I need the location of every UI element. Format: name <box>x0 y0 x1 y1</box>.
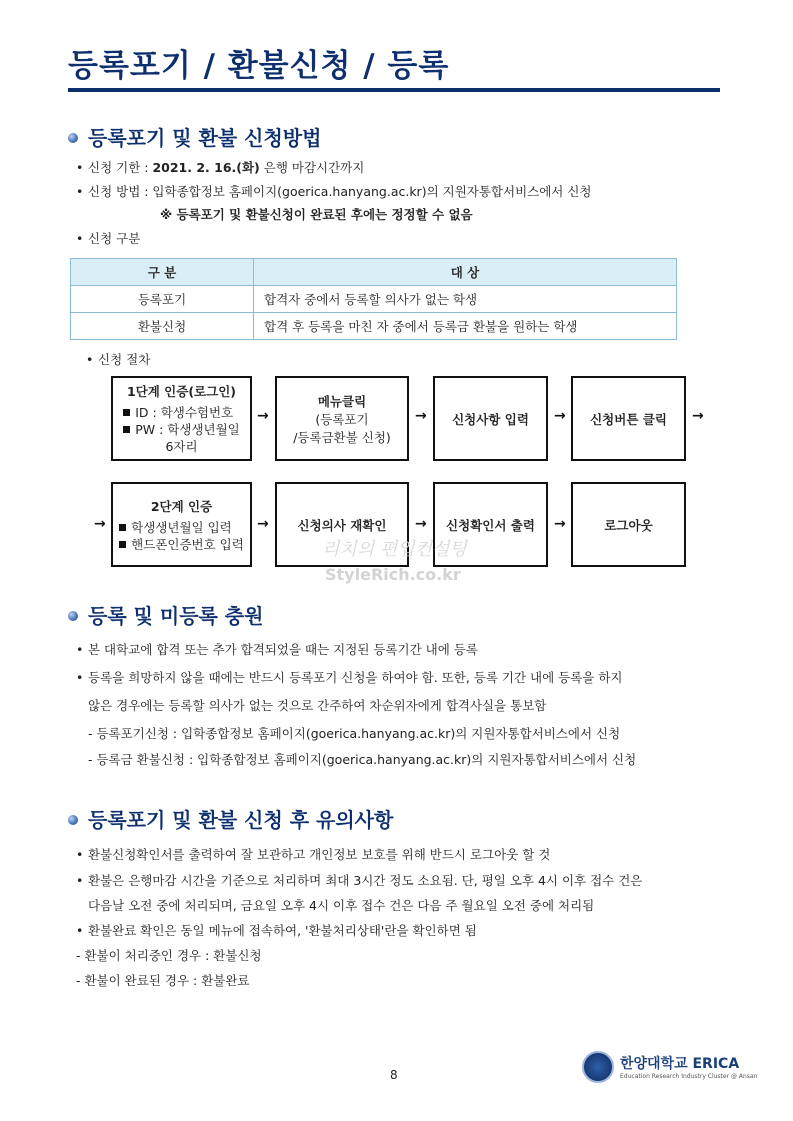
arrow-right-icon: → <box>415 408 427 424</box>
logo-name: 한양대학교 ERICA <box>620 1056 740 1072</box>
list-item: • 환불신청확인서를 출력하여 잘 보관하고 개인정보 보호를 위해 반드시 로그아웃 할 것 <box>76 847 551 862</box>
sphere-bullet-icon <box>68 611 78 621</box>
square-bullet-icon <box>119 524 126 531</box>
list-item: - 등록포기신청 : 입학종합정보 홈페이지(goerica.hanyang.ac.kr)의 지원자통합서비스에서 신청 <box>88 726 621 741</box>
list-item: • 등록을 희망하지 않을 때에는 반드시 등록포기 신청을 하여야 함. 또한, 등록 기간 내에 등록을 하지 <box>76 670 623 685</box>
list-item: PW : 학생생년월일 <box>123 421 240 438</box>
table-row <box>71 313 677 340</box>
table-row <box>71 286 677 313</box>
procedure-label: 신청 절차 <box>98 352 151 367</box>
list-item: - 환불이 처리중인 경우 : 환불신청 <box>76 948 262 963</box>
list-item: • 환불완료 확인은 동일 메뉴에 접속하여, '환불처리상태'란을 확인하면 됨 <box>76 923 477 938</box>
arrow-right-icon: → <box>415 516 427 532</box>
logo-subtitle: Education Research Industry Cluster @ Ansan <box>620 1073 758 1080</box>
arrow-right-icon: → <box>554 516 566 532</box>
step-title: 2단계 인증 <box>150 498 213 514</box>
table-cell: 합격자 중에서 등록할 의사가 없는 학생 <box>254 286 677 313</box>
deadline-line: • 신청 기한 : 2021. 2. 16.(화) 은행 마감시간까지 <box>76 160 365 175</box>
deadline-value: 2021. 2. 16.(화) <box>152 160 260 175</box>
sphere-bullet-icon <box>68 133 78 143</box>
watermark-text: 리치의 편입컨설팅 <box>322 539 467 560</box>
university-logo <box>582 1051 758 1087</box>
arrow-right-icon: → <box>554 408 566 424</box>
list-item-continuation: 않은 경우에는 등록할 의사가 없는 것으로 간주하여 차순위자에게 합격사실을 통보함 <box>88 698 547 713</box>
square-bullet-icon <box>123 426 130 433</box>
arrow-right-icon: → <box>257 408 269 424</box>
step-submit-box <box>571 376 686 461</box>
category-table <box>70 258 677 340</box>
list-item: 학생생년월일 입력 <box>119 519 244 536</box>
section-heading-apply-method <box>68 122 321 151</box>
step-title: 신청의사 재확인 <box>297 517 387 533</box>
square-bullet-icon <box>119 541 126 548</box>
table-cell: 합격 후 등록을 마친 자 중에서 등록금 환불을 원하는 학생 <box>254 313 677 340</box>
step-item-list <box>123 404 240 455</box>
list-item: • 본 대학교에 합격 또는 추가 합격되었을 때는 지정된 등록기간 내에 등록 <box>76 642 478 657</box>
list-item: - 등록금 환불신청 : 입학종합정보 홈페이지(goerica.hanyang.ac.kr)의 지원자통합서비스에서 신청 <box>88 752 637 767</box>
table-cell: 등록포기 <box>71 286 254 313</box>
step-title: 신청확인서 출력 <box>446 517 535 533</box>
deadline-label: 신청 기한 : <box>88 160 153 175</box>
step-title: 메뉴클릭 <box>317 393 367 409</box>
step-logout-box <box>571 482 686 567</box>
arrow-right-icon: → <box>257 516 269 532</box>
step-text: (등록포기 <box>315 411 369 427</box>
list-item: 6자리 <box>165 439 198 454</box>
category-line: • 신청 구분 <box>76 231 141 246</box>
table-header-row <box>71 259 677 286</box>
section-heading-precautions <box>68 804 393 833</box>
section-heading-registration <box>68 600 263 629</box>
step-menu-box <box>275 376 409 461</box>
step-verify-box <box>111 482 252 567</box>
section-heading-text: 등록포기 및 환불 신청방법 <box>88 126 322 150</box>
correction-note: ※ 등록포기 및 환불신청이 완료된 후에는 정정할 수 없음 <box>160 207 473 222</box>
page-title: 등록포기 / 환불신청 / 등록 <box>68 48 450 84</box>
list-item-continuation: 다음날 오전 중에 처리되며, 금요일 오후 4시 이후 접수 건은 다음 주 월요일 오전 중에 처리됨 <box>88 898 595 913</box>
step-title: 신청사항 입력 <box>452 411 529 427</box>
section-heading-text: 등록포기 및 환불 신청 후 유의사항 <box>88 808 394 832</box>
square-bullet-icon <box>123 409 130 416</box>
sphere-bullet-icon <box>68 815 78 825</box>
step-text: /등록금환불 신청) <box>293 429 391 445</box>
step-input-box <box>433 376 548 461</box>
table-header-cell: 구 분 <box>71 259 254 286</box>
step-login-box <box>111 376 252 461</box>
arrow-right-icon: → <box>94 516 106 532</box>
section-heading-text: 등록 및 미등록 충원 <box>88 604 264 628</box>
method-line: • 신청 방법 : 입학종합정보 홈페이지(goerica.hanyang.ac.kr)의 지원자통합서비스에서 신청 <box>76 184 592 199</box>
arrow-right-icon: → <box>692 408 704 424</box>
table-header-cell: 대 상 <box>254 259 677 286</box>
step-title: 1단계 인증(로그인) <box>126 384 236 399</box>
step-title: 로그아웃 <box>604 517 653 533</box>
deadline-suffix: 은행 마감시간까지 <box>259 160 365 175</box>
title-divider <box>68 88 720 92</box>
watermark-url: StyleRich.co.kr <box>325 565 461 584</box>
table-cell: 환불신청 <box>71 313 254 340</box>
list-item: ID : 학생수험번호 <box>123 404 240 421</box>
step-item-list <box>119 519 244 553</box>
step-title: 신청버튼 클릭 <box>590 411 667 427</box>
procedure-line: • 신청 절차 <box>86 352 151 367</box>
list-item: • 환불은 은행마감 시간을 기준으로 처리하며 최대 3시간 정도 소요됨. 단, 평일 오후 4시 이후 접수 건은 <box>76 873 643 888</box>
page-number: 8 <box>390 1068 398 1082</box>
university-seal-icon <box>582 1051 614 1083</box>
list-item: - 환불이 완료된 경우 : 환불완료 <box>76 973 250 988</box>
list-item: 핸드폰인증번호 입력 <box>119 536 244 553</box>
method-text: 신청 방법 : 입학종합정보 홈페이지(goerica.hanyang.ac.kr)의 지원자통합서비스에서 신청 <box>88 184 592 199</box>
category-label: 신청 구분 <box>88 231 141 246</box>
